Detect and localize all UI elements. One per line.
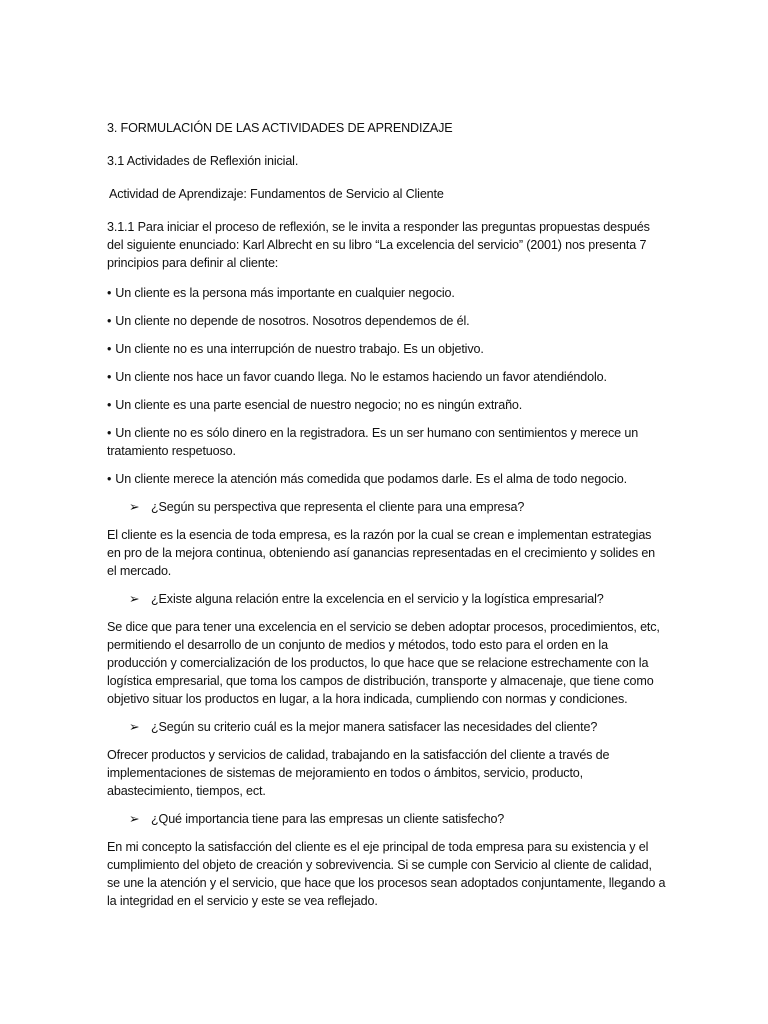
principle-item: [107, 340, 667, 358]
document-page: [107, 119, 667, 920]
principle-text: Un cliente nos hace un favor cuando llega. No le estamos haciendo un favor atendiéndolo.: [115, 370, 607, 384]
bullet-icon: •: [107, 314, 112, 328]
bullet-icon: •: [107, 342, 112, 356]
question-item: [107, 718, 667, 736]
principle-text: Un cliente no depende de nosotros. Nosotros dependemos de él.: [115, 314, 470, 328]
principle-text: Un cliente es la persona más importante en cualquier negocio.: [115, 286, 455, 300]
question-item: [107, 498, 667, 516]
question-text: ¿Según su criterio cuál es la mejor manera satisfacer las necesidades del cliente?: [151, 720, 598, 734]
principle-item: [107, 312, 667, 330]
bullet-icon: •: [107, 286, 112, 300]
principle-text: Un cliente merece la atención más comedida que podamos darle. Es el alma de todo negocio.: [115, 472, 627, 486]
principle-item: [107, 424, 667, 460]
principle-text: Un cliente no es una interrupción de nuestro trabajo. Es un objetivo.: [115, 342, 484, 356]
bullet-icon: •: [107, 370, 112, 384]
bullet-icon: •: [107, 472, 112, 486]
arrow-bullet-icon: ➢: [129, 812, 140, 826]
subsection-heading: 3.1 Actividades de Reflexión inicial.: [107, 154, 299, 168]
arrow-bullet-icon: ➢: [129, 592, 140, 606]
principle-item: [107, 470, 667, 488]
question-text: ¿Según su perspectiva que representa el cliente para una empresa?: [151, 500, 525, 514]
principle-text: Un cliente no es sólo dinero en la registradora. Es un ser humano con sentimientos y merece un tratamiento respetuoso.: [107, 426, 639, 458]
principle-item: [107, 396, 667, 414]
intro-paragraph: 3.1.1 Para iniciar el proceso de reflexión, se le invita a responder las preguntas propuestas después del siguiente enunciado: Karl Albrecht en su libro “La excelencia del servicio” (2001) nos presenta 7 principios para definir al cliente:: [107, 220, 650, 270]
question-item: [107, 810, 667, 828]
answer-paragraph: Se dice que para tener una excelencia en el servicio se deben adoptar procesos, procedimientos, etc, permitiendo el desarrollo de un conjunto de medios y métodos, todo esto para el orden en la producción y comercialización de los productos, lo que hace que se relacione estrechamente con la logística empresarial, que toma los campos de distribución, transporte y almacenaje, que tiene como objetivo situar los productos en lugar, a la hora indicada, cumpliendo con normas y condiciones.: [107, 620, 660, 706]
principle-item: [107, 284, 667, 302]
question-text: ¿Qué importancia tiene para las empresas un cliente satisfecho?: [151, 812, 505, 826]
section-heading: 3. FORMULACIÓN DE LAS ACTIVIDADES DE APRENDIZAJE: [107, 121, 453, 135]
question-item: [107, 590, 667, 608]
answer-paragraph: El cliente es la esencia de toda empresa, es la razón por la cual se crean e implementan estrategias en pro de la mejora continua, obteniendo así ganancias representadas en el crecimiento y solides en el mercado.: [107, 528, 656, 578]
principle-text: Un cliente es una parte esencial de nuestro negocio; no es ningún extraño.: [115, 398, 523, 412]
question-text: ¿Existe alguna relación entre la excelencia en el servicio y la logística empresarial?: [151, 592, 604, 606]
activity-title: Actividad de Aprendizaje: Fundamentos de Servicio al Cliente: [109, 187, 444, 201]
bullet-icon: •: [107, 426, 112, 440]
principle-item: [107, 368, 667, 386]
bullet-icon: •: [107, 398, 112, 412]
answer-paragraph: En mi concepto la satisfacción del cliente es el eje principal de toda empresa para su existencia y el cumplimiento del objeto de creación y sobrevivencia. Si se cumple con Servicio al cliente de calidad, se une la atención y el servicio, que hace que los procesos sean adoptados conjuntamente, llegando a la integridad en el servicio y este se vea reflejado.: [107, 840, 666, 908]
arrow-bullet-icon: ➢: [129, 500, 140, 514]
answer-paragraph: Ofrecer productos y servicios de calidad, trabajando en la satisfacción del cliente a través de implementaciones de sistemas de mejoramiento en todos o ámbitos, servicio, producto, abastecimiento, tiempos, ect.: [107, 748, 610, 798]
arrow-bullet-icon: ➢: [129, 720, 140, 734]
